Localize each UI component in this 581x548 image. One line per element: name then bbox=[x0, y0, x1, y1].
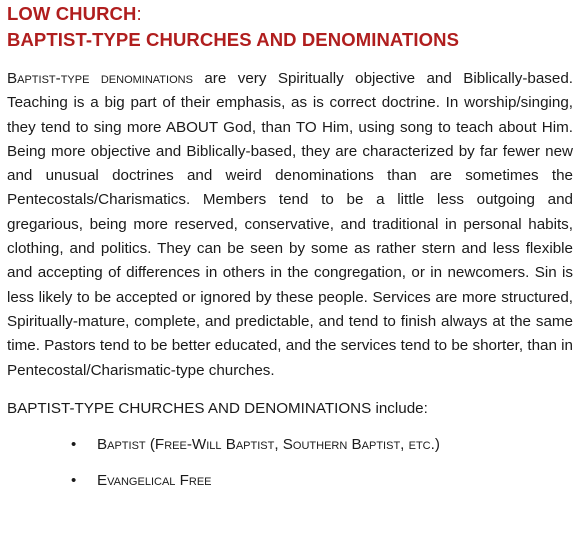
list-item bbox=[7, 469, 573, 493]
bullet-icon: • bbox=[71, 435, 77, 453]
include-heading: BAPTIST-TYPE CHURCHES AND DENOMINATIONS include: bbox=[7, 399, 428, 417]
page-subtitle: BAPTIST-TYPE CHURCHES AND DENOMINATIONS bbox=[7, 29, 460, 50]
paragraph-lead: Baptist-type denominations bbox=[7, 70, 193, 87]
denomination-list bbox=[7, 433, 573, 493]
list-item-name: Evangelical Free bbox=[97, 471, 212, 489]
paragraph-text: are very Spiritually objective and Biblically-based. Teaching is a big part of their emphasis, as is correct doctrine. In worship/singing, they tend to sing more ABOUT God, than TO Him, using song to teach about Him. Being more objective and Biblically-based, they are characterized by far fewer new and unusual doctrines and weird denominations than are sometimes the Pentecostals/Charismatics. Members tend to be a little less outgoing and gregarious, being more reserved, conservative, and traditional in personal habits, clothing, and politics. They can be seen by some as rather stern and less flexible and accepting of differences in others in the congregation, or in newcomers. Sin is less likely to be accepted or ignored by these people. Services are more structured, Spiritually-mature, complete, and predictable, and tend to finish always at the same time. Pastors tend to be better educated, and the services tend to be shorter, than in Pentecostal/Charismatic-type churches. bbox=[7, 70, 573, 379]
body-paragraph bbox=[7, 67, 573, 383]
list-item bbox=[7, 433, 573, 457]
title-main: LOW CHURCH bbox=[7, 3, 137, 24]
document-page bbox=[7, 0, 573, 505]
list-item-name: Baptist bbox=[97, 435, 146, 453]
title-colon: : bbox=[136, 3, 142, 24]
list-item-detail: (Free-Will Baptist, Southern Baptist, etc.) bbox=[145, 435, 440, 453]
page-title bbox=[7, 1, 573, 27]
bullet-icon: • bbox=[71, 471, 77, 489]
